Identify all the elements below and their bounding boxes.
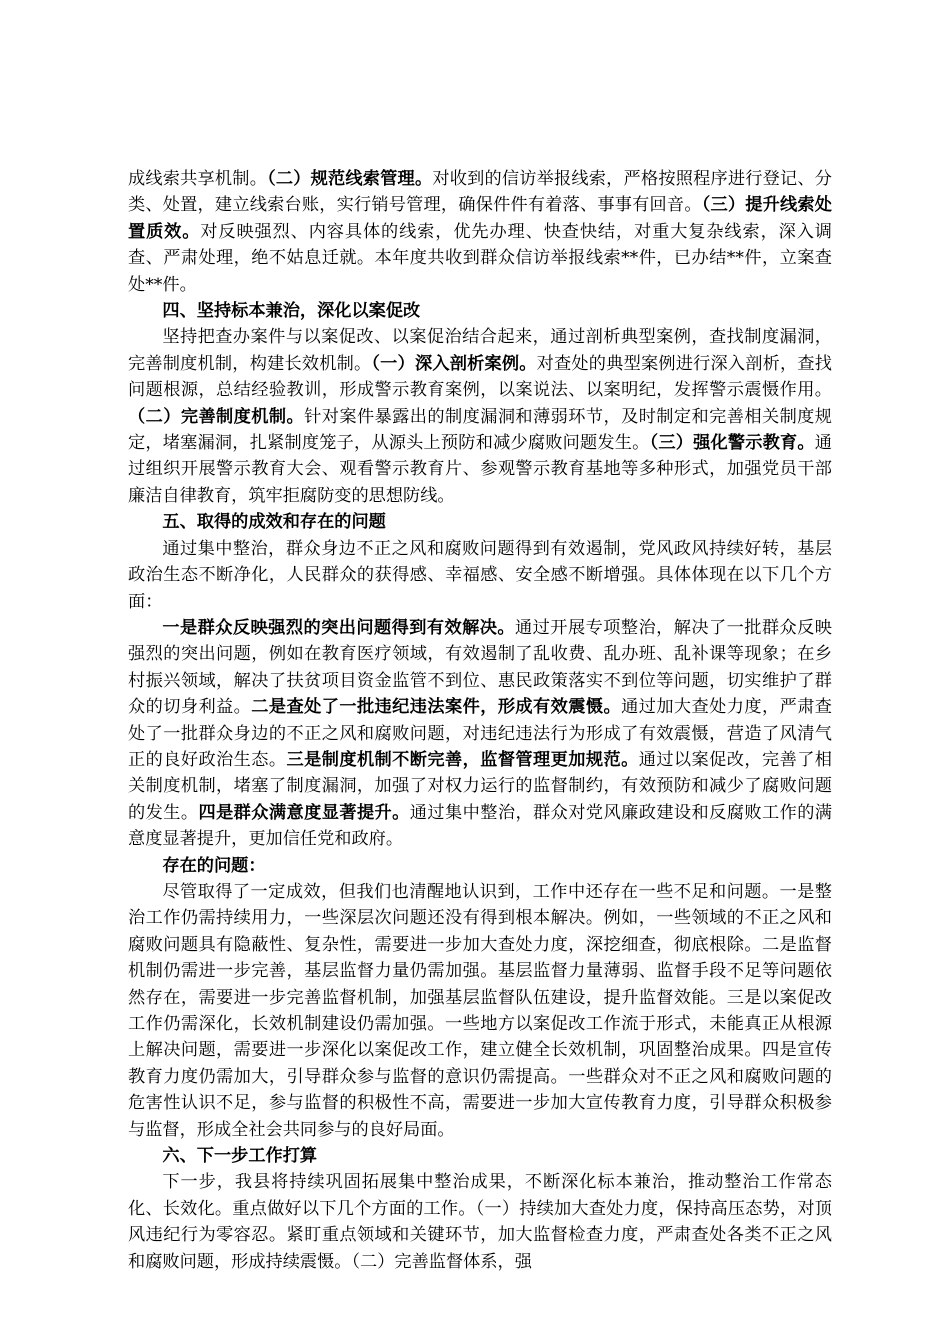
body-text: 针对案件暴露出的制度漏洞和薄弱环节，及时制定和完善相关制度规定，堵塞漏洞，扎紧制度笼子，从源头上预防和减少腐败问题发生。	[128, 406, 832, 454]
paragraph-clue-management	[128, 166, 832, 298]
bold-subheading: 二是查处了一批违纪违法案件，形成有效震慑。	[251, 697, 622, 718]
section-heading-4: 四、坚持标本兼治，深化以案促改	[162, 301, 421, 322]
body-text: 坚持把查办案件与以案促改、以案促治结合起来，通过剖析典型案例，查找制度漏洞，完善制度机制，构建长效机制。	[128, 327, 832, 374]
body-text: 通过加大查处力度，严肃查处了一批群众身边的不正之风和腐败问题，对违纪违法行为形成了有效震慑，营造了风清气正的良好政治生态。	[128, 697, 832, 770]
body-text: 通过集中整治，群众身边不正之风和腐败问题得到有效遏制，党风政风持续好转，基层政治生态不断净化，人民群众的获得感、幸福感、安全感不断增强。具体体现在以下几个方面：	[128, 538, 832, 612]
body-text: 尽管取得了一定成效，但我们也清醒地认识到，工作中还存在一些不足和问题。一是整治工作仍需持续用力，一些深层次问题还没有得到根本解决。例如，一些领域的不正之风和腐败问题具有隐蔽性、复杂性，需要进一步加大查处力度，深挖细查，彻底根除。二是监督机制仍需进一步完善，基层监督力量仍需加强。基层监督力量薄弱、监督手段不足等问题依然存在，需要进一步完善监督机制，加强基层监督队伍建设，提升监督效能。三是以案促改工作仍需深化，长效机制建设仍需加强。一些地方以案促改工作流于形式，未能真正从根源上解决问题，需要进一步深化以案促改工作，建立健全长效机制，巩固整治成果。四是宣传教育力度仍需加大，引导群众参与监督的意识仍需提高。一些群众对不正之风和腐败问题的危害性认识不足，参与监督的积极性不高，需要进一步加大宣传教育力度，引导群众积极参与监督，形成全社会共同参与的良好局面。	[128, 881, 832, 1140]
paragraph-results-intro	[128, 536, 832, 615]
body-text: 通过组织开展警示教育大会、观看警示教育片、参观警示教育基地等多种形式，加强党员干部廉洁自律教育，筑牢拒腐防变的思想防线。	[128, 433, 832, 506]
paragraph-problems	[128, 879, 832, 1143]
body-text: 下一步，我县将持续巩固拓展集中整治成果，不断深化标本兼治，推动整治工作常态化、长效化。重点做好以下几个方面的工作。（一）持续加大查处力度，保持高压态势，对顶风违纪行为零容忍。紧盯重点领域和关键环节，加大监督检查力度，严肃查处各类不正之风和腐败问题，形成持续震慑。（二）完善监督体系，强	[128, 1172, 832, 1272]
bold-subheading: 三是制度机制不断完善，监督管理更加规范。	[286, 749, 639, 770]
bold-subheading: （二）规范线索管理。	[267, 169, 433, 189]
body-text: 通过开展专项整治，解决了一批群众反映强烈的突出问题，例如在教育医疗领域，有效遏制了乱收费、乱办班、乱补课等现象；在乡村振兴领域，解决了扶贫项目资金监管不到位、惠民政策落实不到位等问题，切实维护了群众的切身利益。	[128, 617, 832, 718]
section-heading-5: 五、取得的成效和存在的问题	[162, 512, 386, 533]
body-text: 对反映强烈、内容具体的线索，优先办理、快查快结，对重大复杂线索，深入调查、严肃处理，绝不姑息迁就。本年度共收到群众信访举报线索**件，已办结**件，立案查处**件。	[128, 221, 832, 295]
body-text: 通过集中整治，群众对党风廉政建设和反腐败工作的满意度显著提升，更加信任党和政府。	[128, 802, 832, 850]
body-text: 通过以案促改，完善了相关制度机制，堵塞了制度漏洞，加强了对权力运行的监督制约，有效预防和减少了腐败问题的发生。	[128, 749, 832, 823]
bold-subheading: 一是群众反映强烈的突出问题得到有效解决。	[162, 617, 516, 638]
paragraph-results-detail	[128, 615, 832, 853]
bold-subheading: （三）提升线索处置质效。	[128, 195, 832, 242]
bold-subheading: （二）完善制度机制。	[128, 406, 305, 427]
bold-subheading: （三）强化警示教育。	[649, 433, 815, 454]
document-page	[128, 166, 832, 1275]
paragraph-reform-by-case	[128, 324, 832, 509]
body-text: 对查处的典型案例进行深入剖析，查找问题根源，总结经验教训，形成警示教育案例，以案说法、以案明纪，发挥警示震慑作用。	[128, 353, 832, 401]
subsection-heading-problems: 存在的问题：	[162, 855, 266, 876]
body-text: 成线索共享机制。	[128, 169, 268, 189]
bold-subheading: （一）深入剖析案例。	[371, 353, 537, 374]
body-text: 对收到的信访举报线索，严格按照程序进行登记、分类、处置，建立线索台账，实行销号管理，确保件件有着落、事事有回音。	[128, 169, 832, 216]
bold-subheading: 四是群众满意度显著提升。	[198, 802, 410, 823]
paragraph-next-steps	[128, 1169, 832, 1275]
section-heading-6: 六、下一步工作打算	[162, 1146, 318, 1167]
